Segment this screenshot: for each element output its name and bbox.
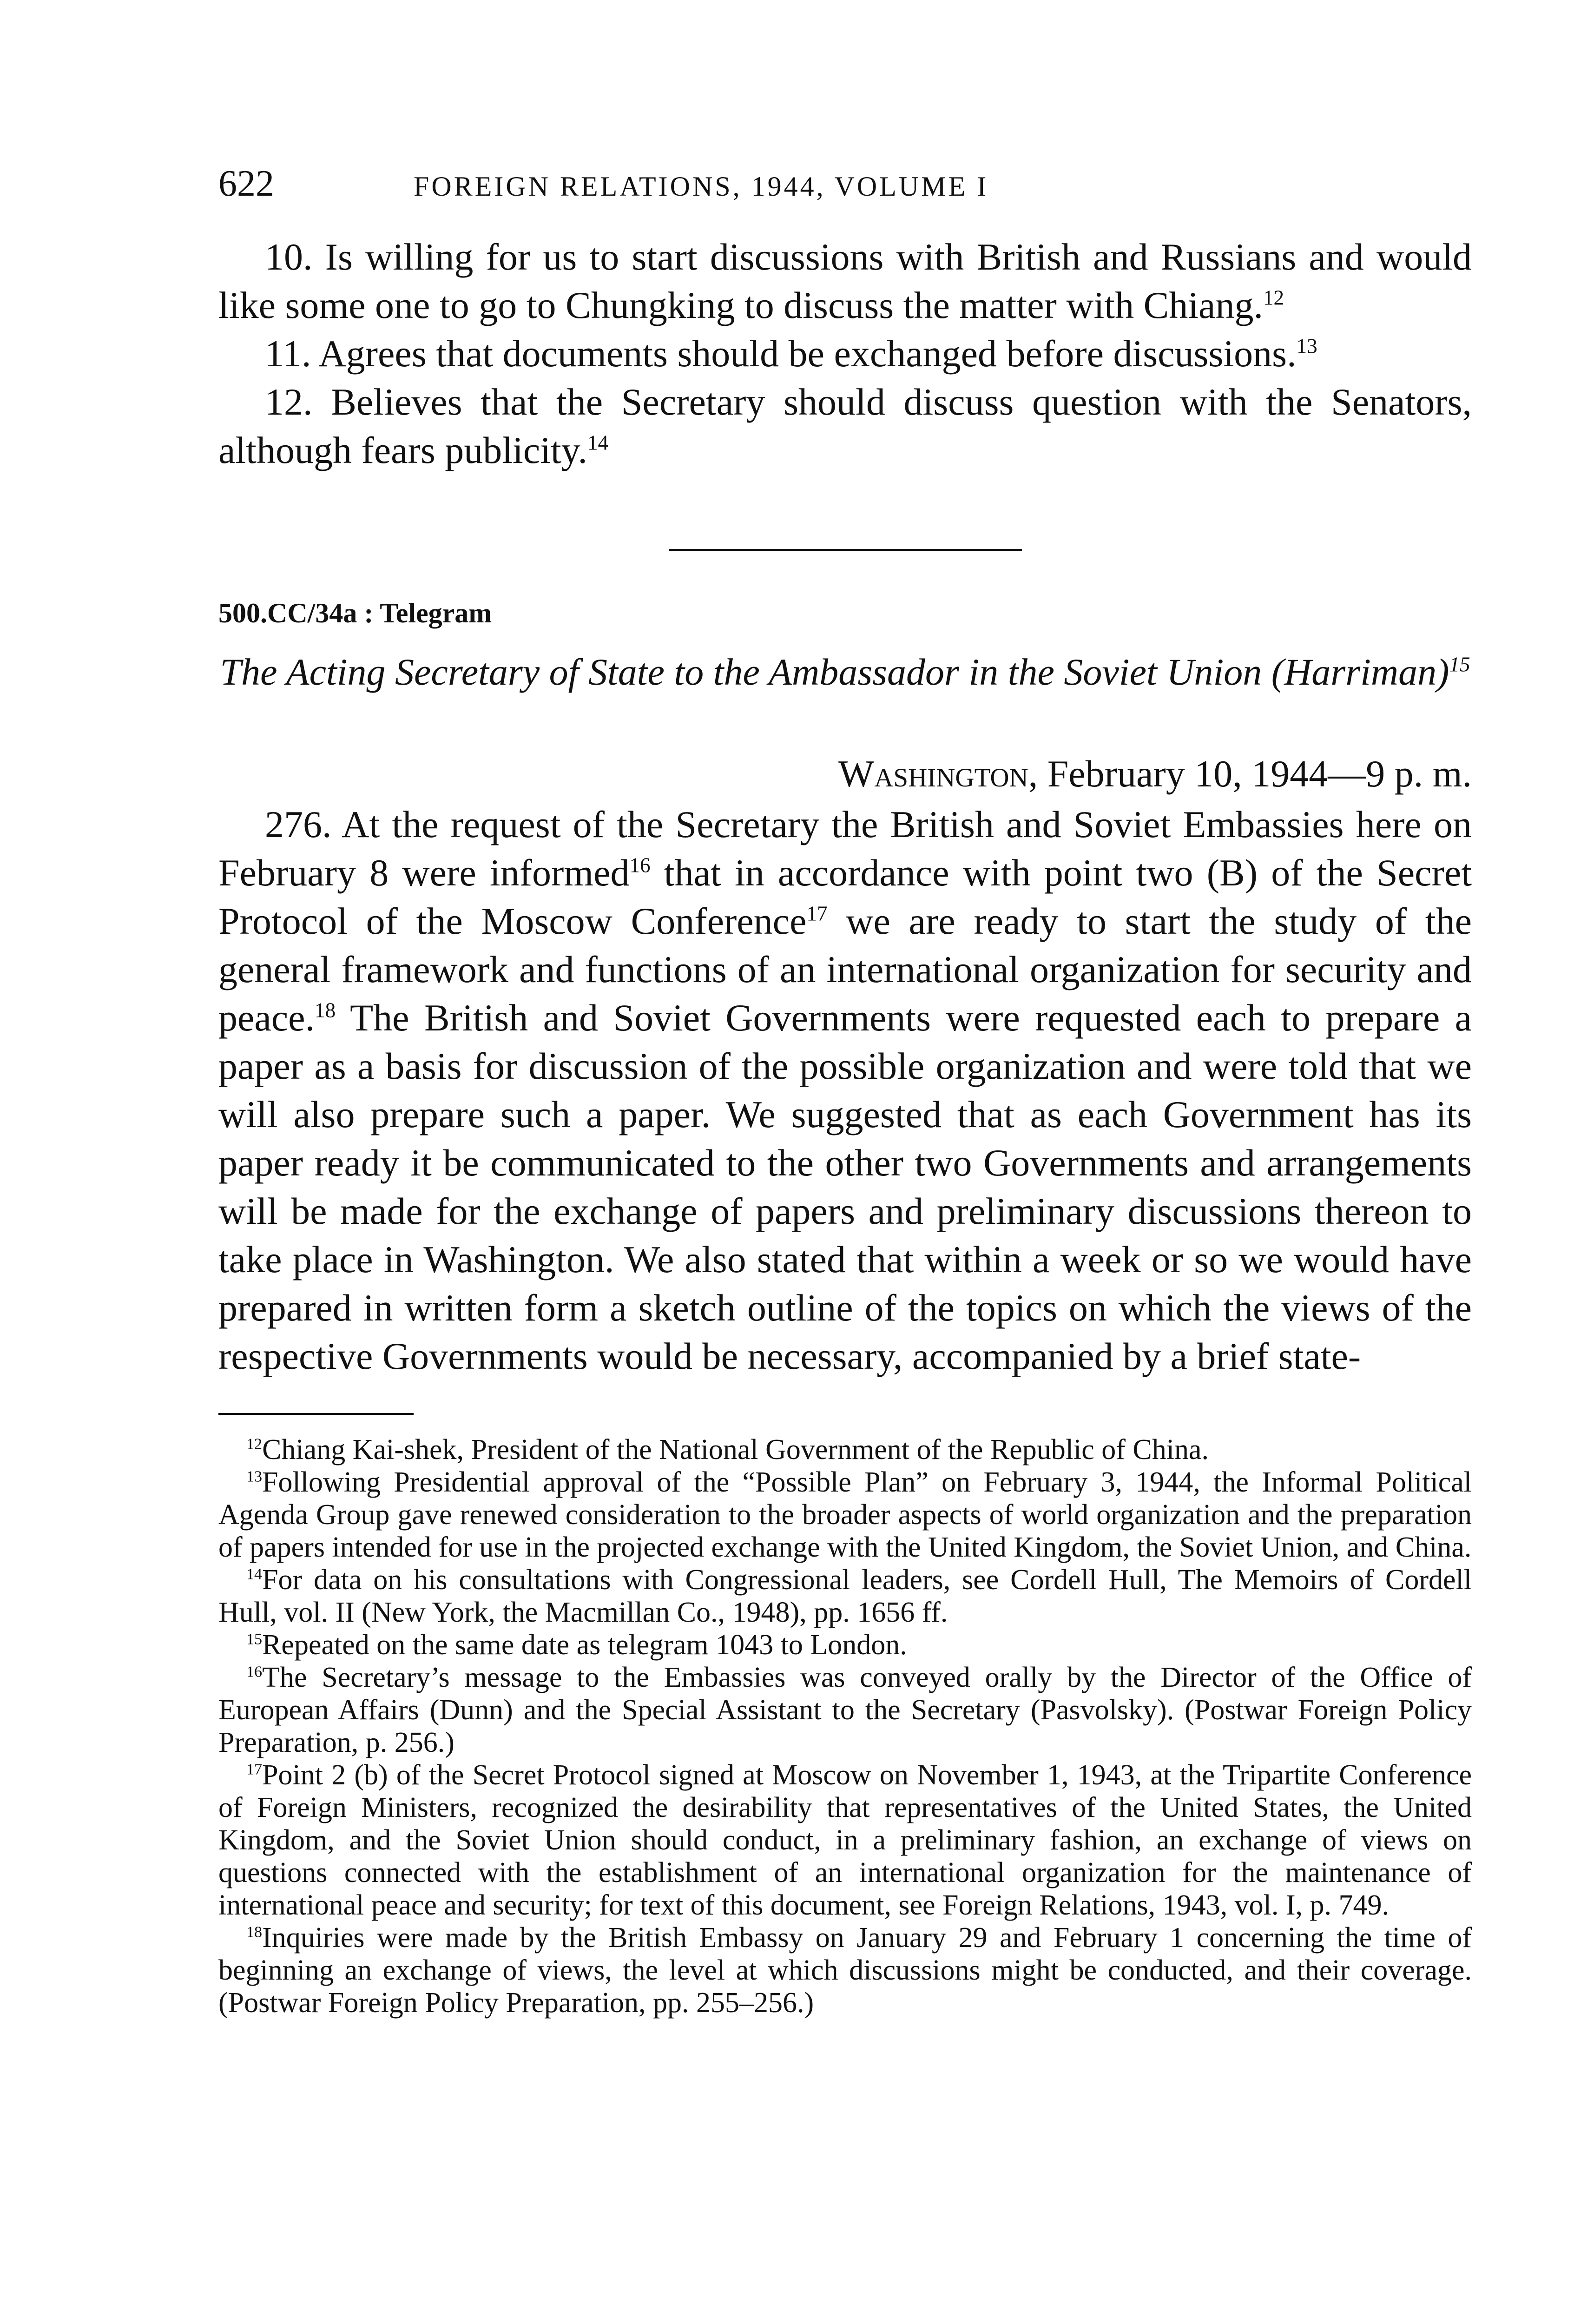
telegram-paragraph: 276. At the request of the Secretary the British and Soviet Embassies here on February 8 were informed$^{16}$ that in accordance with point two (B) of the Secret Protocol of the Moscow Conference$^{17}$ we are ready to start the study of the general framework and functions of an international organization for security and peace.$^{18}$ The British and Soviet Governments were requested each to prepare a paper as a basis for discussion of the possible organization and were told that we will also prepare such a paper. We suggested that as each Government has its paper ready it be communicated to the other two Governments and arrangements will be made for the exchange of papers and preliminary discussions thereon to take place in Washington. We also stated that within a week or so we would have prepared in written form a sketch outline of the topics on which the views of the respective Governments would be necessary, accompanied by a brief state-: [218, 803, 1472, 1377]
footnote-ref: 15: [1449, 653, 1470, 676]
footnote-ref: 13: [1296, 334, 1317, 358]
intro-items: [218, 233, 1472, 475]
footnote-divider: [218, 1413, 414, 1415]
telegram-body: [218, 800, 1472, 1380]
list-item: 10. Is willing for us to start discussions with British and Russians and would like some one to go to Chungking to discuss the matter with Chiang.$^{12}$: [218, 236, 1472, 326]
document-title: The Acting Secretary of State to the Ambassador in the Soviet Union (Harriman)$^{15}$: [220, 651, 1470, 693]
page-number: 622: [218, 163, 274, 204]
list-item: 12. Believes that the Secretary should discuss question with the Senators, although fears publicity.$^{14}$: [218, 381, 1472, 471]
list-item: 11. Agrees that documents should be exchanged before discussions.$^{13}$: [265, 332, 1317, 375]
footnote-ref: 14: [587, 431, 609, 455]
footnote-ref: 17: [806, 902, 828, 925]
footnote: $^{15}$Repeated on the same date as telegram 1043 to London.: [246, 1629, 907, 1661]
dateline: [218, 752, 1472, 796]
footnote: $^{12}$Chiang Kai-shek, President of the National Government of the Republic of China.: [246, 1434, 1209, 1466]
dateline-date: , February 10, 1944—9 p. m.: [1028, 753, 1472, 795]
file-reference: 500.CC/34a : Telegram: [218, 598, 492, 628]
dateline-place: Washington: [838, 753, 1028, 795]
footnote: $^{16}$The Secretary’s message to the Embassies was conveyed orally by the Director of the Office of European Affairs (Dunn) and the Special Assistant to the Secretary (Pasvolsky). (Postwar Foreign Policy Preparation, p. 256.): [218, 1662, 1472, 1758]
footnotes: [218, 1433, 1472, 2019]
footnote: $^{13}$Following Presidential approval of the “Possible Plan” on February 3, 1944, the Informal Political Agenda Group gave renewed consideration to the broader aspects of world organization and the preparation of papers intended for use in the projected exchange with the United Kingdom, the Soviet Union, and China.: [218, 1466, 1472, 1563]
footnote: $^{14}$For data on his consultations with Congressional leaders, see Cordell Hull, The Memoirs of Cordell Hull, vol. II (New York, the Macmillan Co., 1948), pp. 1656 ff.: [218, 1564, 1472, 1628]
section-divider: [669, 549, 1022, 551]
footnote: $^{17}$Point 2 (b) of the Secret Protocol signed at Moscow on November 1, 1943, at the Tripartite Conference of Foreign Ministers, recognized the desirability that representatives of the United States, the United Kingdom, and the Soviet Union should conduct, in a preliminary fashion, an exchange of views on questions connected with the establishment of an international organization for the maintenance of international peace and security; for text of this document, see Foreign Relations, 1943, vol. I, p. 749.: [218, 1759, 1472, 1921]
footnote: $^{18}$Inquiries were made by the British Embassy on January 29 and February 1 concerning the time of beginning an exchange of views, the level at which discussions might be conducted, and their coverage. (Postwar Foreign Policy Preparation, pp. 255–256.): [218, 1922, 1472, 2019]
footnote-ref: 12: [1263, 286, 1284, 310]
footnote-ref: 18: [315, 998, 336, 1022]
running-title: FOREIGN RELATIONS, 1944, VOLUME I: [414, 171, 989, 202]
footnote-ref: 16: [629, 853, 651, 877]
running-header: [218, 163, 1472, 205]
